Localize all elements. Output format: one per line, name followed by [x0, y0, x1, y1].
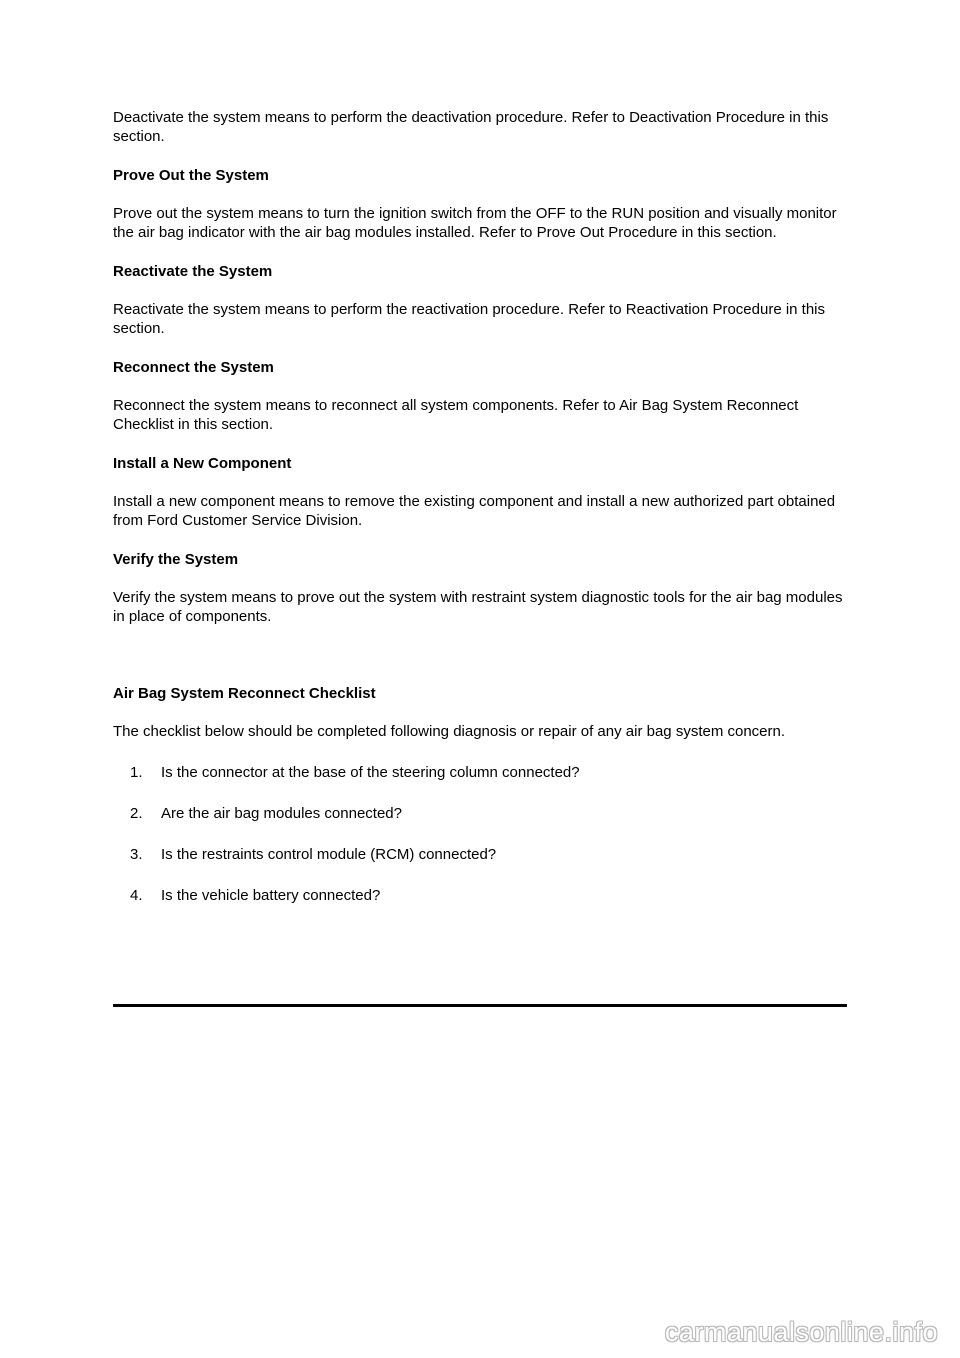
checklist-item — [113, 763, 843, 782]
checklist-heading: Air Bag System Reconnect Checklist — [113, 685, 376, 702]
section-body-verify: Verify the system means to prove out the system with restraint system diagnostic tools for the air bag modules in place of components. — [113, 589, 843, 625]
checklist-item-number: 1. — [130, 764, 143, 781]
checklist-item-text: Is the vehicle battery connected? — [161, 887, 381, 904]
document-body — [113, 108, 843, 905]
section-body-install-new: Install a new component means to remove the existing component and install a new authorized part obtained from Ford Customer Service Division. — [113, 493, 836, 529]
checklist-item-number: 4. — [130, 887, 143, 904]
section-heading-verify: Verify the System — [113, 551, 239, 568]
checklist-item-text: Is the restraints control module (RCM) connected? — [161, 846, 497, 863]
checklist-item — [113, 886, 843, 905]
checklist-item-text: Are the air bag modules connected? — [161, 805, 402, 822]
section-heading-reconnect: Reconnect the System — [113, 359, 274, 376]
section-body-prove-out: Prove out the system means to turn the ignition switch from the OFF to the RUN position and visually monitor the air bag indicator with the air bag modules installed. Refer to Prove Out Procedure in this section. — [113, 205, 837, 241]
watermark: carmanualsonline.info — [664, 1317, 938, 1347]
checklist-item-number: 3. — [130, 846, 143, 863]
intro-paragraph: Deactivate the system means to perform the deactivation procedure. Refer to Deactivation Procedure in this section. — [113, 109, 829, 145]
section-body-reactivate: Reactivate the system means to perform the reactivation procedure. Refer to Reactivation Procedure in this section. — [113, 301, 826, 337]
checklist-item-number: 2. — [130, 805, 143, 822]
section-heading-prove-out: Prove Out the System — [113, 167, 269, 184]
checklist-item — [113, 804, 843, 823]
section-heading-install-new: Install a New Component — [113, 455, 292, 472]
checklist-item-text: Is the connector at the base of the steering column connected? — [161, 764, 580, 781]
section-body-reconnect: Reconnect the system means to reconnect all system components. Refer to Air Bag System Reconnect Checklist in this section. — [113, 397, 799, 433]
horizontal-rule — [113, 1004, 847, 1007]
checklist — [113, 763, 843, 905]
checklist-intro: The checklist below should be completed following diagnosis or repair of any air bag system concern. — [113, 723, 786, 740]
section-heading-reactivate: Reactivate the System — [113, 263, 273, 280]
checklist-item — [113, 845, 843, 864]
